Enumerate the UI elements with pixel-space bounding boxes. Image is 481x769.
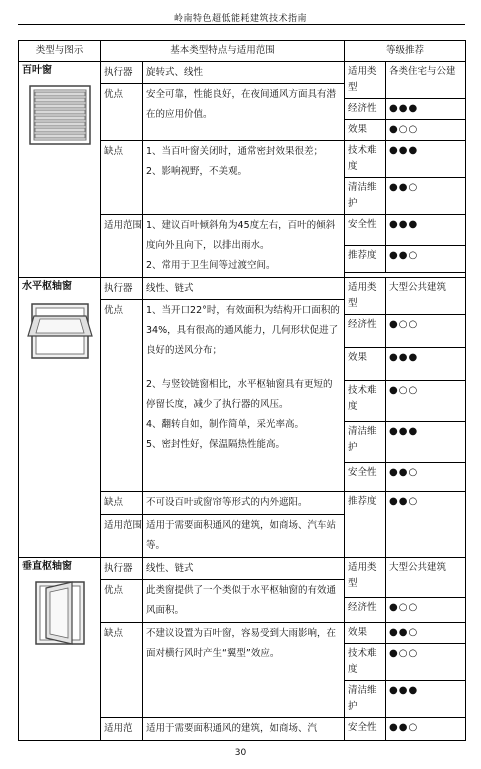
shutter-name: 百叶窗 — [22, 65, 52, 76]
vertical-dis-label: 缺点 — [101, 623, 143, 718]
shutter-rating-safe-label: 安全性 — [345, 215, 386, 246]
shutter-rating-type-label: 适用类型 — [345, 62, 386, 99]
shutter-rating-econ-label: 经济性 — [345, 99, 386, 120]
vertical-exec-label: 执行器 — [101, 558, 143, 580]
horizontal-adv-5: 5、密封性好，保温隔热性能高。 — [146, 439, 286, 450]
horizontal-rating-clean-label: 清洁维护 — [345, 422, 386, 463]
horizontal-scope-text: 适用于需要面积通风的建筑，如商场、汽车站等。 — [143, 515, 345, 558]
vertical-dis-text: 不建议设置为百叶窗，容易受到大雨影响，在面对横行风时产生“翼型”效应。 — [143, 623, 345, 718]
shutter-rating-rec-label: 推荐度 — [345, 246, 386, 273]
horizontal-adv-4: 4、翻转自如，制作简单，采光率高。 — [146, 419, 305, 430]
col-header-rating: 等级推荐 — [345, 41, 466, 62]
page-number: 30 — [234, 748, 247, 758]
horizontal-rating-safe-label: 安全性 — [345, 463, 386, 492]
vertical-rating-tech-value: ●○○ — [386, 644, 466, 681]
header-rule — [18, 24, 465, 25]
shutter-dis-1: 1、当百叶窗关闭时，通常密封效果很差； — [146, 146, 324, 157]
horizontal-rating-tech-label: 技术难度 — [345, 381, 386, 422]
horizontal-rating-safe-value: ●●○ — [386, 463, 466, 492]
vertical-rating-econ-value: ●○○ — [386, 597, 466, 622]
horizontal-dis-label: 缺点 — [101, 492, 143, 515]
horizontal-exec-label: 执行器 — [101, 278, 143, 300]
vertical-rating-clean-label: 清洁维护 — [345, 681, 386, 718]
vertical-rating-effect-value: ●●○ — [386, 623, 466, 644]
shutter-rating-type-value: 各类住宅与公建 — [386, 62, 466, 99]
vertical-adv-label: 优点 — [101, 580, 143, 623]
horizontal-adv-1: 1、当开口22°时，有效面积为结构开口面积的34%，具有很高的通风能力，几何形状促进了良好的送风分布； — [146, 305, 340, 356]
shutter-exec-value: 旋转式、线性 — [143, 62, 345, 84]
shutter-dis-2: 2、影响视野，不美观。 — [146, 166, 248, 177]
vertical-scope-label: 适用范 — [101, 718, 143, 741]
horizontal-rating-econ-value: ●○○ — [386, 315, 466, 348]
shutter-rating-tech-label: 技术难度 — [345, 141, 386, 178]
col-header-features: 基本类型特点与适用范围 — [101, 41, 345, 62]
shutter-dis-text — [143, 141, 345, 215]
shutter-rating-clean-label: 清洁维护 — [345, 178, 386, 215]
page-header-title: 岭南特色超低能耗建筑技术指南 — [173, 14, 307, 24]
horizontal-rating-effect-label: 效果 — [345, 348, 386, 381]
table-header-row — [19, 41, 466, 62]
shutter-rating-tech-value: ●●● — [386, 141, 466, 178]
shutter-adv-label: 优点 — [101, 84, 143, 141]
horizontal-exec-value: 线性、链式 — [143, 278, 345, 300]
vertical-exec-value: 线性、链式 — [143, 558, 345, 580]
horizontal-dis-text: 不可设百叶或窗帘等形式的内外遮阳。 — [143, 492, 345, 515]
shutter-dis-label: 缺点 — [101, 141, 143, 215]
shutter-scope-text — [143, 215, 345, 278]
horizontal-pivot-window-illustration — [26, 300, 94, 362]
horizontal-scope-label: 适用范围 — [101, 515, 143, 558]
shutter-scope-1: 1、建议百叶倾斜角为45度左右，百叶的倾斜度向外且向下，以排出雨水。 — [146, 220, 336, 251]
shutter-rating-clean-value: ●●○ — [386, 178, 466, 215]
horizontal-adv-text — [143, 300, 345, 492]
vertical-name: 垂直枢轴窗 — [22, 561, 72, 572]
horizontal-rating-type-value: 大型公共建筑 — [386, 278, 466, 315]
vertical-rating-clean-value: ●●● — [386, 681, 466, 718]
horizontal-rating-effect-value: ●●● — [386, 348, 466, 381]
horizontal-rating-tech-value: ●○○ — [386, 381, 466, 422]
vertical-scope-text: 适用于需要面积通风的建筑，如商场、汽 — [143, 718, 345, 741]
shutter-rating-effect-label: 效果 — [345, 120, 386, 141]
vertical-rating-effect-label: 效果 — [345, 623, 386, 644]
horizontal-rating-rec-value: ●●○ — [386, 492, 466, 558]
shutter-rating-econ-value: ●●● — [386, 99, 466, 120]
vertical-category-cell — [19, 558, 101, 741]
horizontal-rating-econ-label: 经济性 — [345, 315, 386, 348]
shutter-exec-label: 执行器 — [101, 62, 143, 84]
shutter-scope-label: 适用范围 — [101, 215, 143, 278]
window-types-table — [18, 40, 466, 741]
shutter-rating-effect-value: ●○○ — [386, 120, 466, 141]
horizontal-adv-2: 2、与竖铰链窗相比，水平枢轴窗具有更短的停留长度，减少了执行器的风压。 — [146, 379, 333, 410]
shutter-category-cell — [19, 62, 101, 278]
vertical-rating-type-label: 适用类型 — [345, 558, 386, 598]
horizontal-rating-rec-label: 推荐度 — [345, 492, 386, 558]
horizontal-adv-label: 优点 — [101, 300, 143, 492]
vertical-rating-econ-label: 经济性 — [345, 597, 386, 622]
vertical-rating-safe-value: ●●○ — [386, 718, 466, 741]
shutter-rating-rec-value: ●●○ — [386, 246, 466, 273]
shutter-window-illustration — [28, 84, 92, 146]
vertical-rating-type-value: 大型公共建筑 — [386, 558, 466, 598]
col-header-type: 类型与图示 — [19, 41, 101, 62]
shutter-adv-text: 安全可靠，性能良好，在夜间通风方面具有潜在的应用价值。 — [143, 84, 345, 141]
shutter-scope-2: 2、常用于卫生间等过渡空间。 — [146, 260, 276, 271]
shutter-rating-safe-value: ●●● — [386, 215, 466, 246]
vertical-pivot-window-illustration — [28, 580, 92, 646]
vertical-rating-safe-label: 安全性 — [345, 718, 386, 741]
horizontal-rating-clean-value: ●●● — [386, 422, 466, 463]
horizontal-name: 水平枢轴窗 — [22, 281, 72, 292]
vertical-adv-text: 此类窗提供了一个类似于水平枢轴窗的有效通风面积。 — [143, 580, 345, 623]
horizontal-rating-type-label: 适用类型 — [345, 278, 386, 315]
vertical-rating-tech-label: 技术难度 — [345, 644, 386, 681]
horizontal-category-cell — [19, 278, 101, 558]
